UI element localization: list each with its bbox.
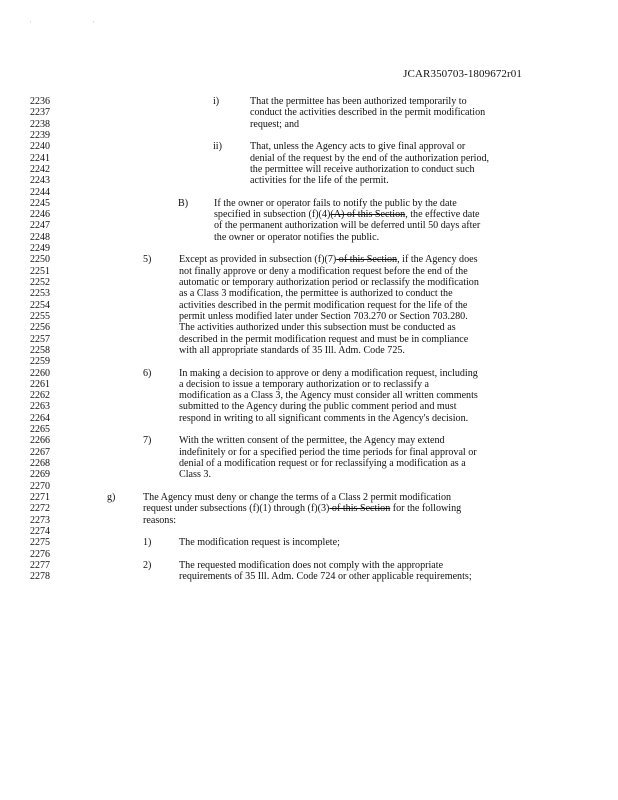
text-segment: The activities authorized under this subsection must be conducted as xyxy=(179,322,456,334)
line-number: 2247 xyxy=(30,220,50,232)
line-number: 2271 xyxy=(30,491,50,503)
line-number: 2236 xyxy=(30,96,50,107)
line-number: 2274 xyxy=(30,525,50,537)
document-line xyxy=(0,515,618,526)
document-line xyxy=(0,503,618,514)
document-line xyxy=(0,277,618,288)
document-line xyxy=(0,526,618,537)
line-text xyxy=(179,560,443,571)
text-segment: respond in writing to all significant comments in the Agency's decision. xyxy=(179,412,469,424)
document-line xyxy=(0,209,618,220)
subsection-label: g) xyxy=(107,491,116,503)
document-line xyxy=(0,254,618,265)
line-number: 2254 xyxy=(30,299,50,311)
line-text xyxy=(214,198,457,209)
document-line xyxy=(0,107,618,118)
line-number: 2253 xyxy=(30,288,50,300)
line-number: 2268 xyxy=(30,458,50,469)
line-text xyxy=(179,254,478,265)
line-text xyxy=(250,119,299,130)
line-number: 2278 xyxy=(30,571,50,583)
line-number: 2265 xyxy=(30,424,50,436)
line-number: 2242 xyxy=(30,163,50,175)
text-segment: reasons: xyxy=(143,514,177,526)
document-line xyxy=(0,198,618,209)
subsection-label: 6) xyxy=(143,367,152,379)
line-text xyxy=(179,571,472,582)
line-number: 2269 xyxy=(30,469,50,481)
line-number: 2239 xyxy=(30,129,50,141)
line-text xyxy=(250,153,489,164)
line-number: 2256 xyxy=(30,322,50,334)
line-text xyxy=(179,469,211,480)
text-segment: with all appropriate standards of 35 Ill. Adm. Code 725. xyxy=(179,344,405,356)
line-number: 2252 xyxy=(30,277,50,288)
line-text xyxy=(250,107,485,118)
document-line xyxy=(0,187,618,198)
line-text xyxy=(179,379,429,390)
line-text xyxy=(214,220,480,231)
document-body xyxy=(0,96,618,582)
subsection-label: 5) xyxy=(143,254,152,266)
scan-marks: ' ' xyxy=(30,20,125,28)
line-number: 2245 xyxy=(30,197,50,209)
line-number: 2270 xyxy=(30,480,50,492)
line-text xyxy=(179,311,468,322)
line-number: 2259 xyxy=(30,356,50,368)
line-number: 2250 xyxy=(30,254,50,266)
line-text xyxy=(179,401,457,412)
document-line xyxy=(0,492,618,503)
document-line xyxy=(0,175,618,186)
line-text xyxy=(250,175,389,186)
document-line xyxy=(0,141,618,152)
line-text xyxy=(179,537,340,548)
line-number: 2272 xyxy=(30,503,50,515)
text-segment: The modification request is incomplete; xyxy=(179,537,340,549)
document-line xyxy=(0,300,618,311)
text-segment: indefinitely or for a specified period the time periods for final approval or xyxy=(179,446,477,458)
text-segment: activities for the life of the permit. xyxy=(250,175,389,187)
document-line xyxy=(0,153,618,164)
text-segment: the owner or operator notifies the public. xyxy=(214,231,380,243)
text-segment: activities described in the permit modification request for the life of the xyxy=(179,299,468,311)
document-line xyxy=(0,447,618,458)
document-line xyxy=(0,220,618,231)
text-segment: automatic or temporary authorization period or reclassify the modification xyxy=(179,277,479,288)
text-segment: submitted to the Agency during the public comment period and must xyxy=(179,401,457,413)
text-segment: The requested modification does not comply with the appropriate xyxy=(179,559,444,571)
text-segment: modification as a Class 3, the Agency must consider all written comments xyxy=(179,390,478,402)
line-number: 2266 xyxy=(30,435,50,447)
line-number: 2249 xyxy=(30,243,50,255)
document-line xyxy=(0,424,618,435)
document-line xyxy=(0,322,618,333)
text-segment: , if the Agency does xyxy=(397,254,478,266)
line-number: 2244 xyxy=(30,186,50,198)
line-number: 2248 xyxy=(30,231,50,243)
document-line xyxy=(0,345,618,356)
text-segment: denial of the request by the end of the authorization period, xyxy=(250,152,490,164)
document-line xyxy=(0,571,618,582)
text-segment: specified in subsection (f)(4) xyxy=(214,209,331,221)
document-id: JCAR350703-1809672r01 xyxy=(403,68,522,80)
line-number: 2246 xyxy=(30,209,50,221)
line-text xyxy=(179,368,478,379)
text-segment: With the written consent of the permittee, the Agency may extend xyxy=(179,435,445,447)
document-line xyxy=(0,413,618,424)
line-number: 2275 xyxy=(30,537,50,549)
line-number: 2267 xyxy=(30,446,50,458)
document-line xyxy=(0,232,618,243)
line-number: 2237 xyxy=(30,107,50,119)
document-line xyxy=(0,288,618,299)
text-segment: for the following xyxy=(390,503,462,515)
line-number: 2238 xyxy=(30,118,50,130)
line-text xyxy=(179,334,468,345)
subsection-label: i) xyxy=(213,96,220,107)
document-line xyxy=(0,266,618,277)
document-line xyxy=(0,549,618,560)
line-text xyxy=(179,266,468,277)
document-line xyxy=(0,119,618,130)
document-line xyxy=(0,334,618,345)
line-text xyxy=(179,345,405,356)
document-line xyxy=(0,481,618,492)
document-line xyxy=(0,368,618,379)
line-number: 2261 xyxy=(30,378,50,390)
subsection-label: 7) xyxy=(143,435,152,447)
document-line xyxy=(0,356,618,367)
line-text xyxy=(143,515,176,526)
line-text xyxy=(179,288,453,299)
text-segment: a decision to issue a temporary authorization or to reclassify a xyxy=(179,378,430,390)
struck-text: of this Section xyxy=(336,254,398,266)
line-text xyxy=(179,447,477,458)
line-text xyxy=(143,503,461,514)
document-line xyxy=(0,560,618,571)
text-segment: The Agency must deny or change the terms of a Class 2 permit modification xyxy=(143,491,452,503)
line-text xyxy=(214,209,480,220)
text-segment: as a Class 3 modification, the permittee is authorized to conduct the xyxy=(179,288,453,300)
text-segment: the permittee will receive authorization to conduct such xyxy=(250,163,475,175)
document-line xyxy=(0,390,618,401)
line-number: 2263 xyxy=(30,401,50,413)
text-segment: If the owner or operator fails to notify the public by the date xyxy=(214,197,457,209)
line-number: 2258 xyxy=(30,344,50,356)
line-number: 2241 xyxy=(30,152,50,164)
line-text xyxy=(179,458,466,469)
document-line xyxy=(0,164,618,175)
document-line xyxy=(0,311,618,322)
document-line xyxy=(0,130,618,141)
line-number: 2260 xyxy=(30,367,50,379)
document-line xyxy=(0,401,618,412)
text-segment: That, unless the Agency acts to give final approval or xyxy=(250,141,466,153)
line-text xyxy=(250,96,467,107)
line-number: 2243 xyxy=(30,175,50,187)
line-text xyxy=(179,435,445,446)
line-text xyxy=(179,277,479,288)
document-line xyxy=(0,435,618,446)
document-line xyxy=(0,96,618,107)
text-segment: request under subsections (f)(1) through (f)(3) xyxy=(143,503,330,515)
line-text xyxy=(179,300,467,311)
text-segment: denial of a modification request or for reclassifying a modification as a xyxy=(179,458,466,469)
document-line xyxy=(0,458,618,469)
text-segment: Except as provided in subsection (f)(7) xyxy=(179,254,337,266)
text-segment: described in the permit modification request and must be in compliance xyxy=(179,333,469,345)
line-number: 2264 xyxy=(30,412,50,424)
document-line xyxy=(0,537,618,548)
text-segment: request; and xyxy=(250,118,300,130)
line-number: 2276 xyxy=(30,548,50,560)
text-segment: That the permittee has been authorized temporarily to xyxy=(250,96,467,107)
line-text xyxy=(179,413,468,424)
line-text xyxy=(143,492,451,503)
subsection-label: B) xyxy=(178,197,189,209)
line-text xyxy=(179,322,456,333)
line-number: 2262 xyxy=(30,390,50,402)
struck-text: of this Section xyxy=(329,503,391,515)
text-segment: , the effective date xyxy=(405,209,480,221)
text-segment: not finally approve or deny a modification request before the end of the xyxy=(179,265,468,277)
subsection-label: 1) xyxy=(143,537,152,549)
line-text xyxy=(250,164,475,175)
line-number: 2240 xyxy=(30,141,50,153)
text-segment: requirements of 35 Ill. Adm. Code 724 or other applicable requirements; xyxy=(179,571,472,583)
document-line xyxy=(0,379,618,390)
text-segment: Class 3. xyxy=(179,469,211,481)
document-line xyxy=(0,469,618,480)
line-number: 2273 xyxy=(30,514,50,526)
text-segment: of the permanent authorization will be deferred until 50 days after xyxy=(214,220,481,232)
line-number: 2255 xyxy=(30,310,50,322)
line-number: 2277 xyxy=(30,559,50,571)
text-segment: conduct the activities described in the permit modification xyxy=(250,107,486,119)
line-text xyxy=(214,232,379,243)
text-segment: permit unless modified later under Section 703.270 or Section 703.280. xyxy=(179,310,468,322)
line-text xyxy=(179,390,478,401)
subsection-label: 2) xyxy=(143,559,152,571)
text-segment: In making a decision to approve or deny a modification request, including xyxy=(179,367,478,379)
subsection-label: ii) xyxy=(213,141,222,153)
line-text xyxy=(250,141,465,152)
struck-text: (A) of this Section xyxy=(330,209,406,221)
line-number: 2251 xyxy=(30,265,50,277)
line-number: 2257 xyxy=(30,333,50,345)
document-line xyxy=(0,243,618,254)
